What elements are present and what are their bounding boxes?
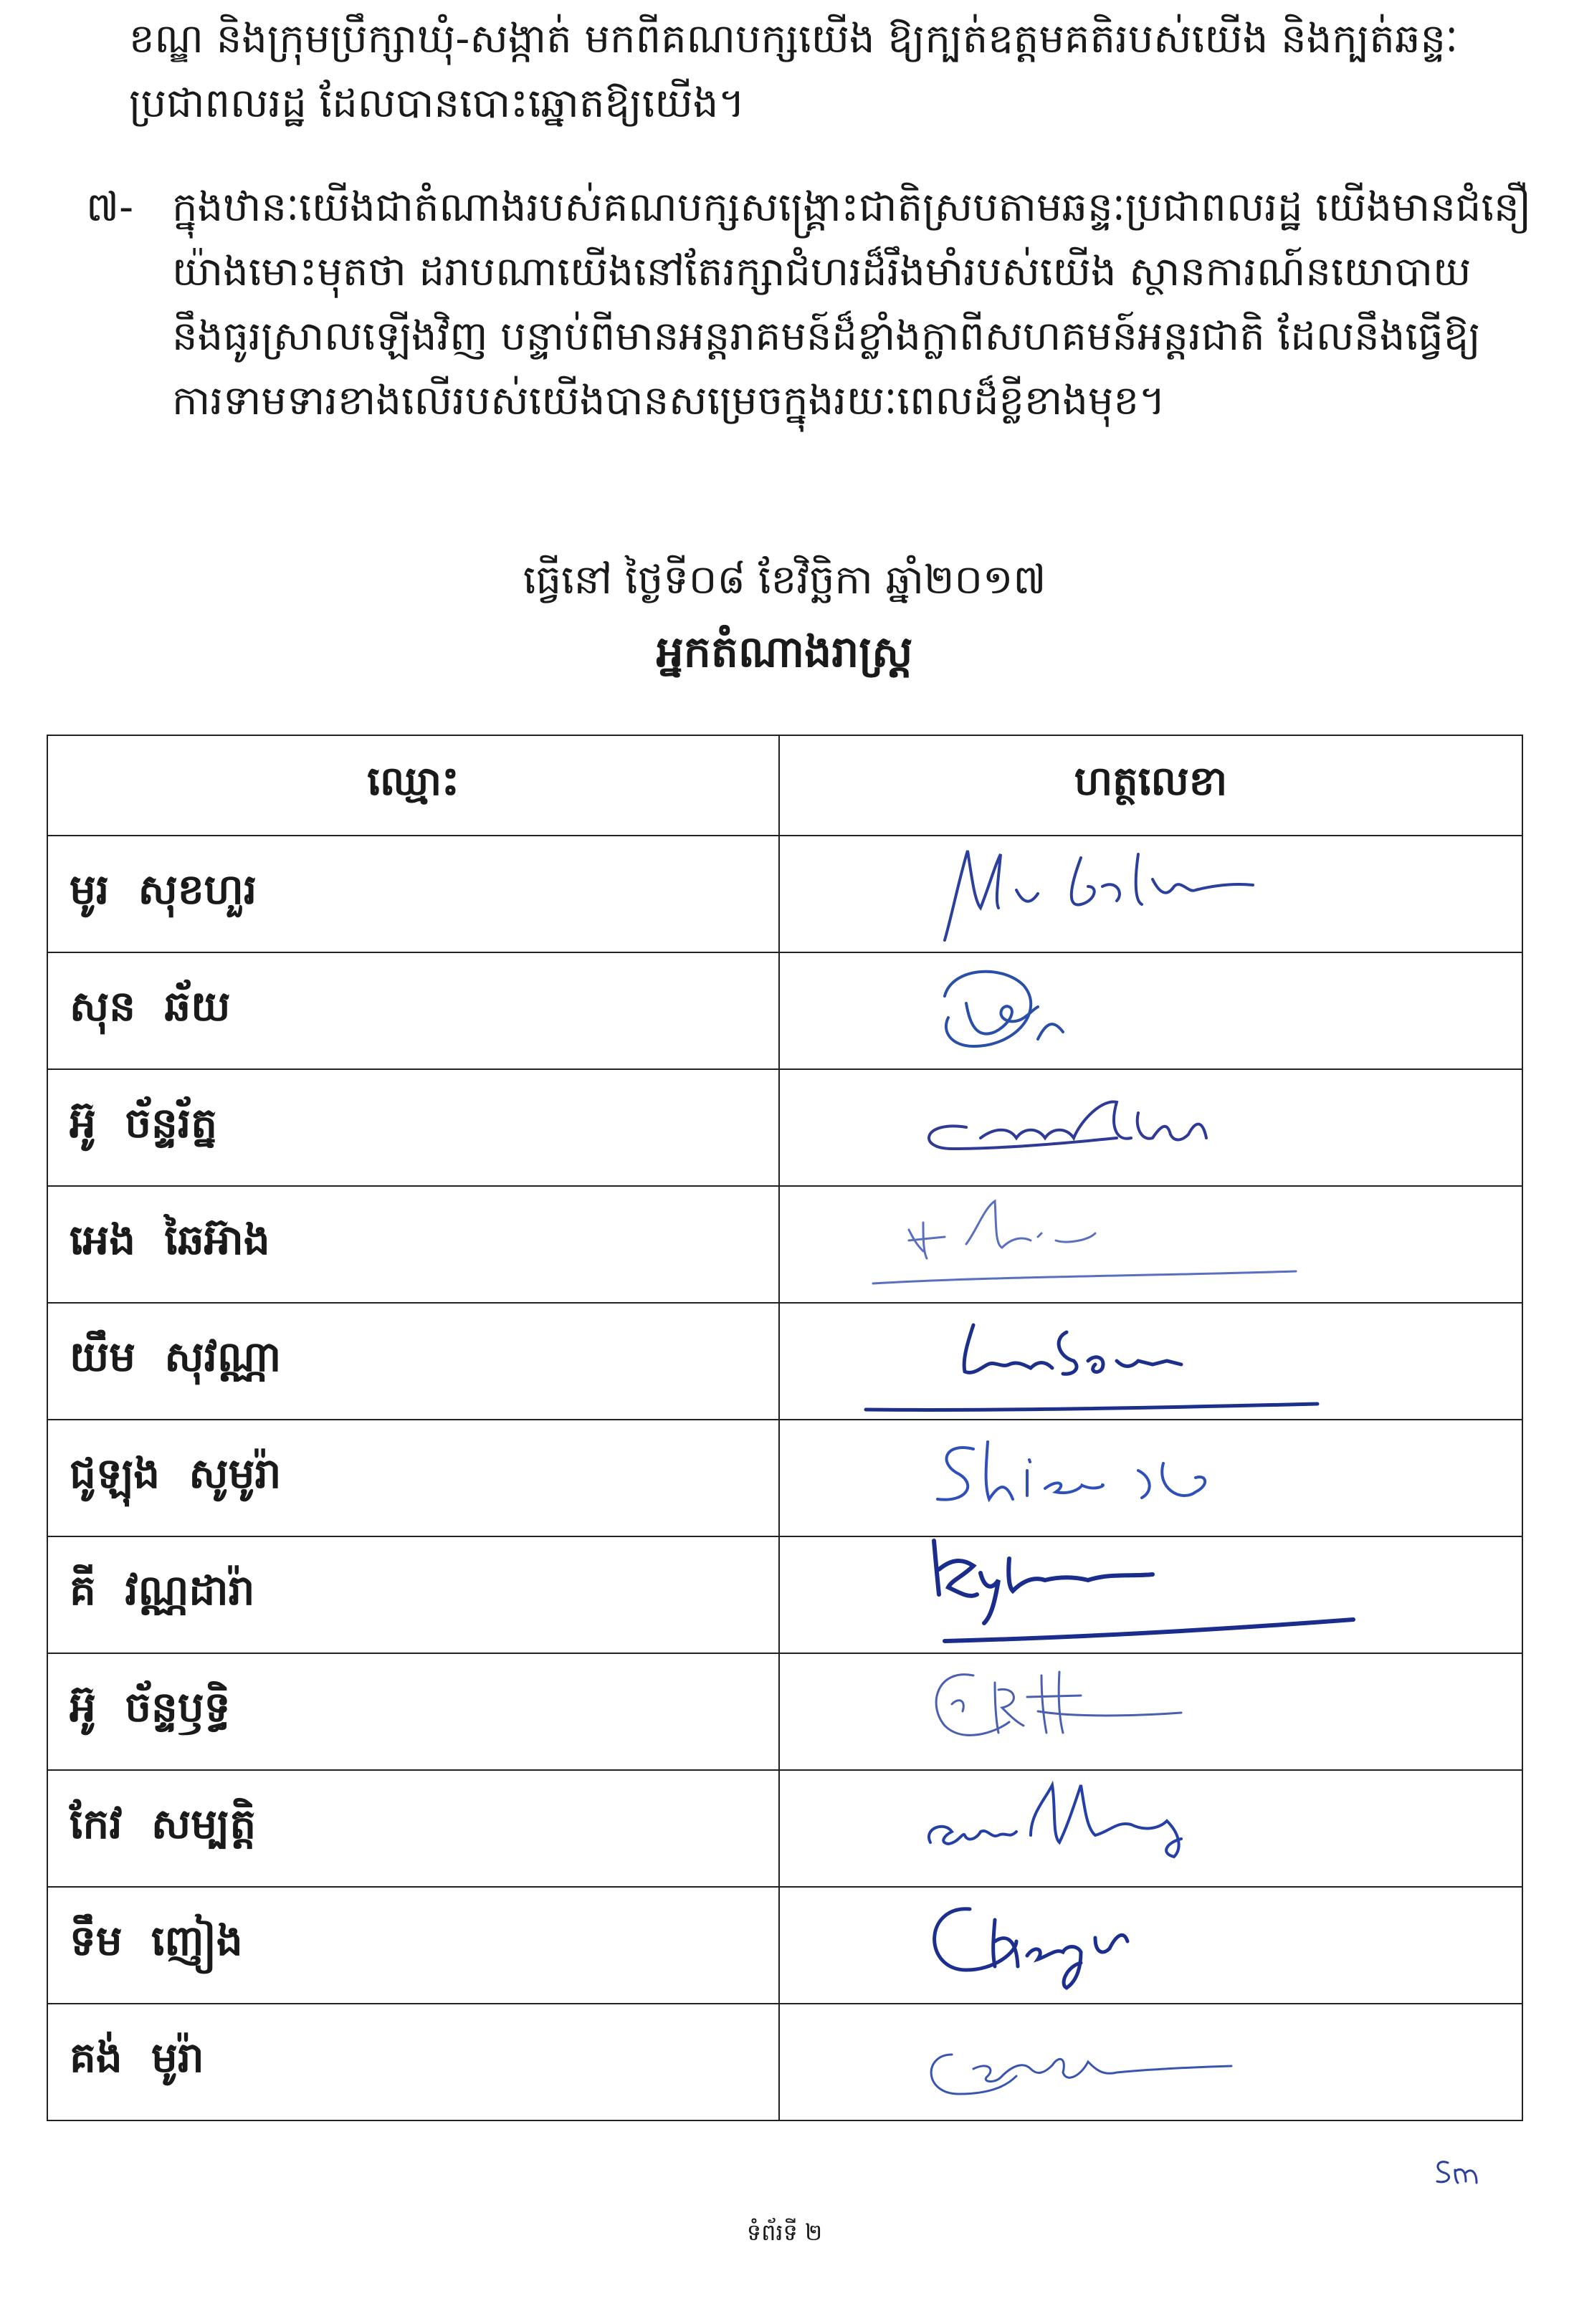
table-row [47,836,1522,952]
signature-cell [779,1186,1522,1303]
page-number: ទំព័រទី ២ [746,2219,823,2246]
signatory-name: អ៊ូ ច័ន្ទឫទ្ធិ [47,1653,779,1770]
signatory-name: សុន ឆ័យ [47,952,779,1069]
table-row [47,1770,1522,1887]
signature-cell [779,2004,1522,2120]
name-column-header: ឈ្មោះ [47,735,779,836]
paragraph-line: ក្នុងឋានៈយើងជាតំណាងរបស់គណបក្សសង្គ្រោះជាតិស្របតាមឆន្ទៈប្រជាពលរដ្ឋ យើងមានជំនឿ [172,184,1532,231]
item-7-body [172,176,1548,434]
handwritten-signature [780,836,1522,952]
paragraph-line: យ៉ាងមោះមុតថា ដរាបណាយើងនៅតែរក្សាជំហរដ៏រឹងមាំរបស់យើង ស្ថានការណ៍នយោបាយ [172,249,1472,295]
table-row [47,2004,1522,2120]
signature-cell [779,1303,1522,1420]
signatory-name: អេង ឆៃអ៊ាង [47,1186,779,1303]
paragraph-line: ខណ្ឌ និងក្រុមប្រឹក្សាឃុំ-សង្កាត់ មកពីគណបក្សយើង ឱ្យក្បត់ឧត្តមគតិរបស់យើង និងក្បត់ឆន្ទៈ [129,16,1459,62]
signature-cell [779,1887,1522,2004]
handwritten-signature [780,1420,1522,1536]
handwritten-signature [780,1771,1522,1886]
signatory-name: គី វណ្ណដារ៉ា [47,1536,779,1653]
table-row [47,1887,1522,2004]
table-row [47,1536,1522,1653]
table-row [47,1069,1522,1186]
handwritten-initials [1426,2150,1491,2193]
signatory-name: គង់ មូរ៉ា [47,2004,779,2120]
signature-table [47,735,1523,2121]
paragraph-line: ប្រជាពលរដ្ឋ ដែលបានបោះឆ្នោតឱ្យយើង។ [129,80,745,127]
signature-column-header: ហត្ថលេខា [779,735,1522,836]
handwritten-signature [780,1654,1522,1769]
handwritten-signature [780,1888,1522,2003]
signature-cell [779,1420,1522,1536]
paragraph-line: នឹងធូរស្រាលឡើងវិញ បន្ទាប់ពីមានអន្តរាគមន៍ដ៏ខ្លាំងក្លាពីសហគមន៍អន្តរជាតិ ដែលនឹងធ្វើឱ្យ [172,313,1481,360]
item-number: ៧- [86,184,134,231]
signatories-heading: អ្នកតំណាងរាស្ត្រ [656,627,913,677]
signature-cell [779,1653,1522,1770]
handwritten-signature [780,2004,1522,2120]
signature-cell [779,1536,1522,1653]
signature-cell [779,836,1522,952]
paragraph-line: ការទាមទារខាងលើរបស់យើងបានសម្រេចក្នុងរយៈពេលដ៏ខ្លីខាងមុខ។ [172,378,1165,424]
handwritten-signature [780,1304,1522,1419]
table-row [47,1303,1522,1420]
signature-cell [779,1069,1522,1186]
signatory-name: ជូឡុង សូមូរ៉ា [47,1420,779,1536]
signatory-name: ទឹម ញៀង [47,1887,779,2004]
signature-cell [779,1770,1522,1887]
signatory-name: មូរ សុខហួរ [47,836,779,952]
signatory-name: យឹម សុវណ្ណា [47,1303,779,1420]
signatory-name: អ៊ូ ច័ន្ទរ័ត្ន [47,1069,779,1186]
signature-cell [779,952,1522,1069]
table-header-row [47,735,1522,836]
signatory-name: កែវ សម្បត្តិ [47,1770,779,1887]
table-row [47,1186,1522,1303]
handwritten-signature [780,953,1522,1068]
table-row [47,1653,1522,1770]
table-row [47,1420,1522,1536]
handwritten-signature [780,1187,1522,1302]
table-row [47,952,1522,1069]
handwritten-signature [780,1070,1522,1185]
handwritten-signature [780,1537,1522,1653]
paragraph-continuation [129,7,1505,136]
date-line: ធ្វើនៅ ថ្ងៃទី០៨ ខែវិច្ឆិកា ឆ្នាំ២០១៧ [523,557,1046,603]
